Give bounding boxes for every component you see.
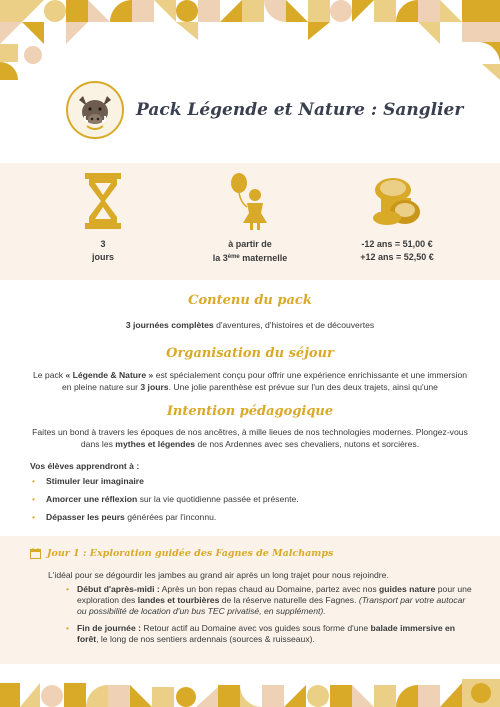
day1-list [66, 584, 476, 651]
day1-title: Jour 1 : Exploration guidée des Fagnes de Malchamps [47, 548, 334, 559]
duration-unit: jours [91, 252, 114, 262]
day1-intro: L'idéal pour se dégourdir les jambes au grand air après un long trajet pour nous rejoindre. [48, 570, 389, 580]
contenu-text: 3 journées complètes d'aventures, d'histoires et de découvertes [125, 320, 375, 330]
child-balloon-icon [227, 171, 273, 231]
day1-header [30, 548, 333, 559]
price-over-12: +12 ans = 52,50 € [360, 252, 434, 262]
eleves-lead: Vos élèves apprendront à : [30, 461, 140, 471]
top-geometric-pattern [0, 0, 500, 80]
list-item: • Dépasser les peurs générées par l'inconnu. [32, 511, 472, 523]
feature-duration [28, 170, 178, 264]
intention-text: Faites un bond à travers les époques de nos ancêtres, à mille lieues de nos technologies modernes. Plongez-vous dans les mythes et légendes de nos Ardennes avec ses chevaliers, nutons et sorcières. [32, 427, 468, 449]
list-item: • Début d'après-midi : Après un bon repas chaud au Domaine, partez avec nos guides nature pour une exploration des landes et tourbières de la réserve naturelle des Fagnes. (Transport par votre autocar ou possibilité de location d'un bus TEC privatisé, en supplément). [66, 584, 476, 617]
heading-organisation: Organisation du séjour [166, 346, 334, 361]
list-item: • Fin de journée : Retour actif au Domaine avec vos guides sous forme d'une balade immersive en forêt, le long de nos sentiers ardennais (sources & ruisseaux). [66, 623, 476, 645]
age-line1: à partir de [228, 239, 272, 249]
list-item: • Amorcer une réflexion sur la vie quotidienne passée et présente. [32, 493, 472, 505]
bottom-geometric-pattern [0, 669, 500, 707]
page-title: Pack Légende et Nature : Sanglier [136, 100, 464, 120]
age-line2: la 3ème maternelle [212, 253, 288, 263]
page-header [66, 80, 463, 140]
organisation-text: Le pack « Légende & Nature » est spécialement conçu pour offrir une expérience enrichissante et une immersion en pleine nature sur 3 jours. Une jolie parenthèse est prévue sur l'un des deux trajets, ainsi qu'une [32, 370, 468, 392]
duration-value: 3 [100, 239, 106, 249]
heading-intention: Intention pédagogique [166, 404, 334, 419]
list-item: • Stimuler leur imaginaire [32, 475, 472, 487]
coins-icon [371, 174, 423, 228]
hourglass-icon [83, 173, 123, 229]
price-under-12: -12 ans = 51,00 € [361, 239, 433, 249]
boar-icon [71, 86, 119, 134]
eleves-list [32, 475, 472, 529]
boar-logo [66, 81, 124, 139]
feature-price [322, 170, 472, 264]
calendar-icon [30, 548, 41, 559]
heading-contenu: Contenu du pack [188, 293, 312, 308]
feature-age [175, 170, 325, 265]
